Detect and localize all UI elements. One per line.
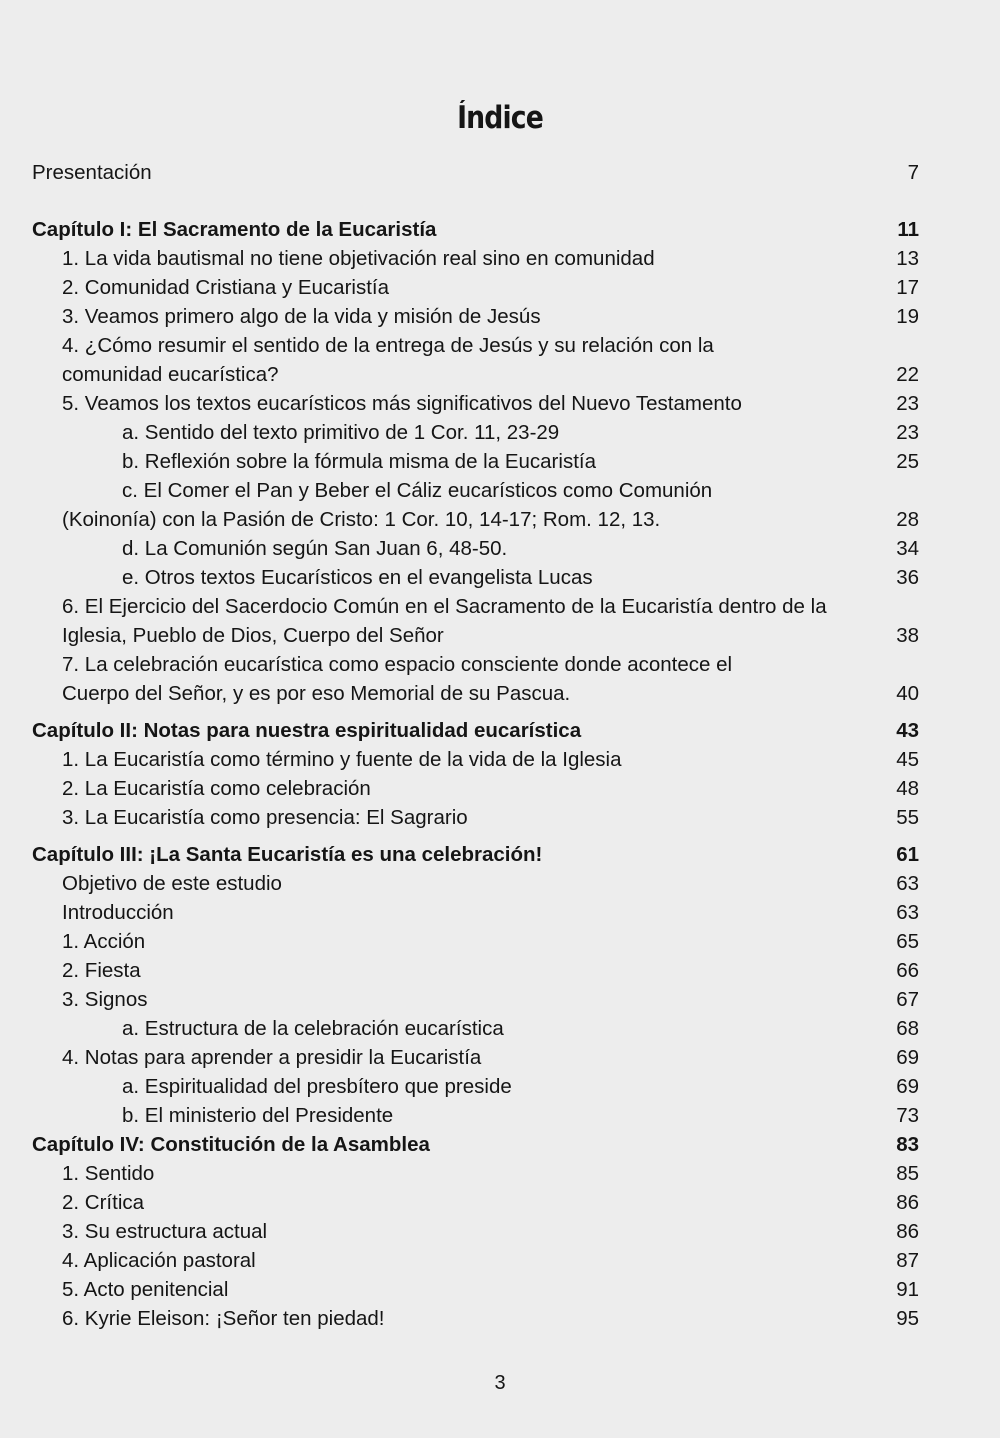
toc-entry-page: 83 <box>896 1133 919 1156</box>
toc-entry <box>62 985 1000 1014</box>
toc-entry <box>122 1014 1000 1043</box>
toc-entry-title: b. El ministerio del Presidente <box>122 1104 394 1127</box>
toc-entry <box>62 956 1000 985</box>
toc-entry-page: 23 <box>896 392 919 415</box>
toc-entry-title: Capítulo IV: Constitución de la Asamblea <box>32 1133 430 1156</box>
toc-entry <box>62 1217 1000 1246</box>
toc-chapter <box>32 1130 1000 1159</box>
toc-entry-title: Objetivo de este estudio <box>62 872 282 895</box>
toc-entry-title: 1. La vida bautismal no tiene objetivación real sino en comunidad <box>62 247 655 270</box>
page-title: Índice <box>457 100 543 136</box>
toc-entry-page: 22 <box>896 363 919 386</box>
toc-entry-page: 45 <box>896 748 919 771</box>
toc-entry <box>62 302 1000 331</box>
toc-entry-title: e. Otros textos Eucarísticos en el evangelista Lucas <box>122 566 593 589</box>
toc-entry-page: 68 <box>896 1017 919 1040</box>
toc-chapter <box>32 716 1000 745</box>
toc-entry-page: 38 <box>896 624 919 647</box>
toc-entry <box>62 331 1000 389</box>
toc-entry <box>62 273 1000 302</box>
toc-entry-title: 2. Comunidad Cristiana y Eucaristía <box>62 276 390 299</box>
toc-entry-page: 25 <box>896 450 919 473</box>
toc-entry-page: 19 <box>896 305 919 328</box>
toc-entry <box>62 803 1000 832</box>
toc-entry-title: 5. Acto penitencial <box>62 1278 229 1301</box>
toc-entry-page: 73 <box>896 1104 919 1127</box>
toc-entry-title: 7. La celebración eucarística como espacio consciente donde acontece el Cuerpo del Señor, y es por eso Memorial de su Pascua. <box>62 653 733 705</box>
toc-entry-page: 95 <box>896 1307 919 1330</box>
toc-entry-page: 65 <box>896 930 919 953</box>
toc-entry-page: 34 <box>896 537 919 560</box>
toc-entry-title: 4. ¿Cómo resumir el sentido de la entrega de Jesús y su relación con la comunidad eucarística? <box>62 334 714 386</box>
toc-entry-page: 7 <box>907 161 919 184</box>
toc-entry-title: 6. El Ejercicio del Sacerdocio Común en el Sacramento de la Eucaristía dentro de la Iglesia, Pueblo de Dios, Cuerpo del Señor <box>62 595 827 647</box>
toc-entry-title: 2. La Eucaristía como celebración <box>62 777 371 800</box>
toc-entry-title: Presentación <box>32 161 152 184</box>
toc-entry <box>62 745 1000 774</box>
toc-entry-page: 40 <box>896 682 919 705</box>
toc-entry-title: a. Estructura de la celebración eucarística <box>122 1017 504 1040</box>
toc-entry-page: 69 <box>896 1046 919 1069</box>
toc-entry-title: 2. Crítica <box>62 1191 145 1214</box>
toc-entry-title: a. Sentido del texto primitivo de 1 Cor. 11, 23-29 <box>122 421 560 444</box>
toc-entry-title: a. Espiritualidad del presbítero que preside <box>122 1075 512 1098</box>
page-number: 3 <box>494 1372 506 1394</box>
toc-entry <box>122 563 1000 592</box>
toc-entry <box>122 1101 1000 1130</box>
toc-entry-page: 69 <box>896 1075 919 1098</box>
toc-entry-page: 66 <box>896 959 919 982</box>
toc-entry-title: Capítulo III: ¡La Santa Eucaristía es una celebración! <box>32 843 543 866</box>
toc-entry <box>62 1188 1000 1217</box>
toc-entry-title: 6. Kyrie Eleison: ¡Señor ten piedad! <box>62 1307 385 1330</box>
toc-entry-page: 23 <box>896 421 919 444</box>
toc-entry-title: 3. La Eucaristía como presencia: El Sagrario <box>62 806 468 829</box>
toc-entry-title: 1. La Eucaristía como término y fuente de la vida de la Iglesia <box>62 748 622 771</box>
toc-entry-page: 61 <box>896 843 919 866</box>
toc-entry <box>122 418 1000 447</box>
toc-entry-title: 2. Fiesta <box>62 959 141 982</box>
toc-entry-title: b. Reflexión sobre la fórmula misma de la Eucaristía <box>122 450 596 473</box>
toc-entry-title: Capítulo II: Notas para nuestra espiritualidad eucarística <box>32 719 582 742</box>
toc-entry-title: Capítulo I: El Sacramento de la Eucaristía <box>32 218 437 241</box>
toc-entry-page: 43 <box>896 719 919 742</box>
toc-entry <box>62 244 1000 273</box>
toc-entry <box>62 1159 1000 1188</box>
toc-entry <box>62 389 1000 418</box>
toc-entry-page: 13 <box>896 247 919 270</box>
toc-entry-page: 11 <box>897 218 919 241</box>
toc-entry-page: 86 <box>896 1220 919 1243</box>
toc-entry <box>62 1246 1000 1275</box>
toc-entry-page: 86 <box>896 1191 919 1214</box>
toc-entry <box>122 534 1000 563</box>
toc-entry <box>62 650 1000 708</box>
toc-entry <box>122 447 1000 476</box>
toc-entry-title: 1. Acción <box>62 930 146 953</box>
toc-entry <box>62 774 1000 803</box>
toc-entry <box>122 1072 1000 1101</box>
toc-entry <box>62 592 1000 650</box>
toc-entry-page: 55 <box>896 806 919 829</box>
toc-entry-title: 4. Notas para aprender a presidir la Eucaristía <box>62 1046 482 1069</box>
toc-entry <box>62 869 1000 898</box>
toc-entry-title: 5. Veamos los textos eucarísticos más significativos del Nuevo Testamento <box>62 392 742 415</box>
toc-entry-title: 3. Veamos primero algo de la vida y misión de Jesús <box>62 305 541 328</box>
toc-entry <box>32 158 1000 187</box>
toc-entry <box>62 898 1000 927</box>
toc-entry <box>62 927 1000 956</box>
toc-entry-page: 85 <box>896 1162 919 1185</box>
toc-entry-page: 67 <box>896 988 919 1011</box>
toc-entry-page: 28 <box>896 508 919 531</box>
toc-entry-page: 87 <box>896 1249 919 1272</box>
toc-entry <box>62 1304 1000 1333</box>
toc-entry-page: 63 <box>896 872 919 895</box>
toc-entry <box>62 1043 1000 1072</box>
toc-entry <box>62 476 1000 534</box>
toc-chapter <box>32 215 1000 244</box>
toc-entry <box>62 1275 1000 1304</box>
toc-entry-page: 48 <box>896 777 919 800</box>
toc-entry-page: 63 <box>896 901 919 924</box>
toc-chapter <box>32 840 1000 869</box>
toc-entry-title: d. La Comunión según San Juan 6, 48-50. <box>122 537 508 560</box>
table-of-contents <box>0 158 1000 1333</box>
toc-entry-page: 36 <box>896 566 919 589</box>
toc-entry-title: 3. Signos <box>62 988 148 1011</box>
toc-entry-page: 91 <box>896 1278 919 1301</box>
toc-entry-title: 3. Su estructura actual <box>62 1220 268 1243</box>
toc-entry-title: Introducción <box>62 901 174 924</box>
toc-entry-page: 17 <box>896 276 919 299</box>
toc-entry-title: 1. Sentido <box>62 1162 155 1185</box>
toc-entry-title: 4. Aplicación pastoral <box>62 1249 256 1272</box>
toc-entry-title: c. El Comer el Pan y Beber el Cáliz eucarísticos como Comunión (Koinonía) con la Pasión de Cristo: 1 Cor. 10, 14-17; Rom. 12, 13. <box>62 479 713 531</box>
